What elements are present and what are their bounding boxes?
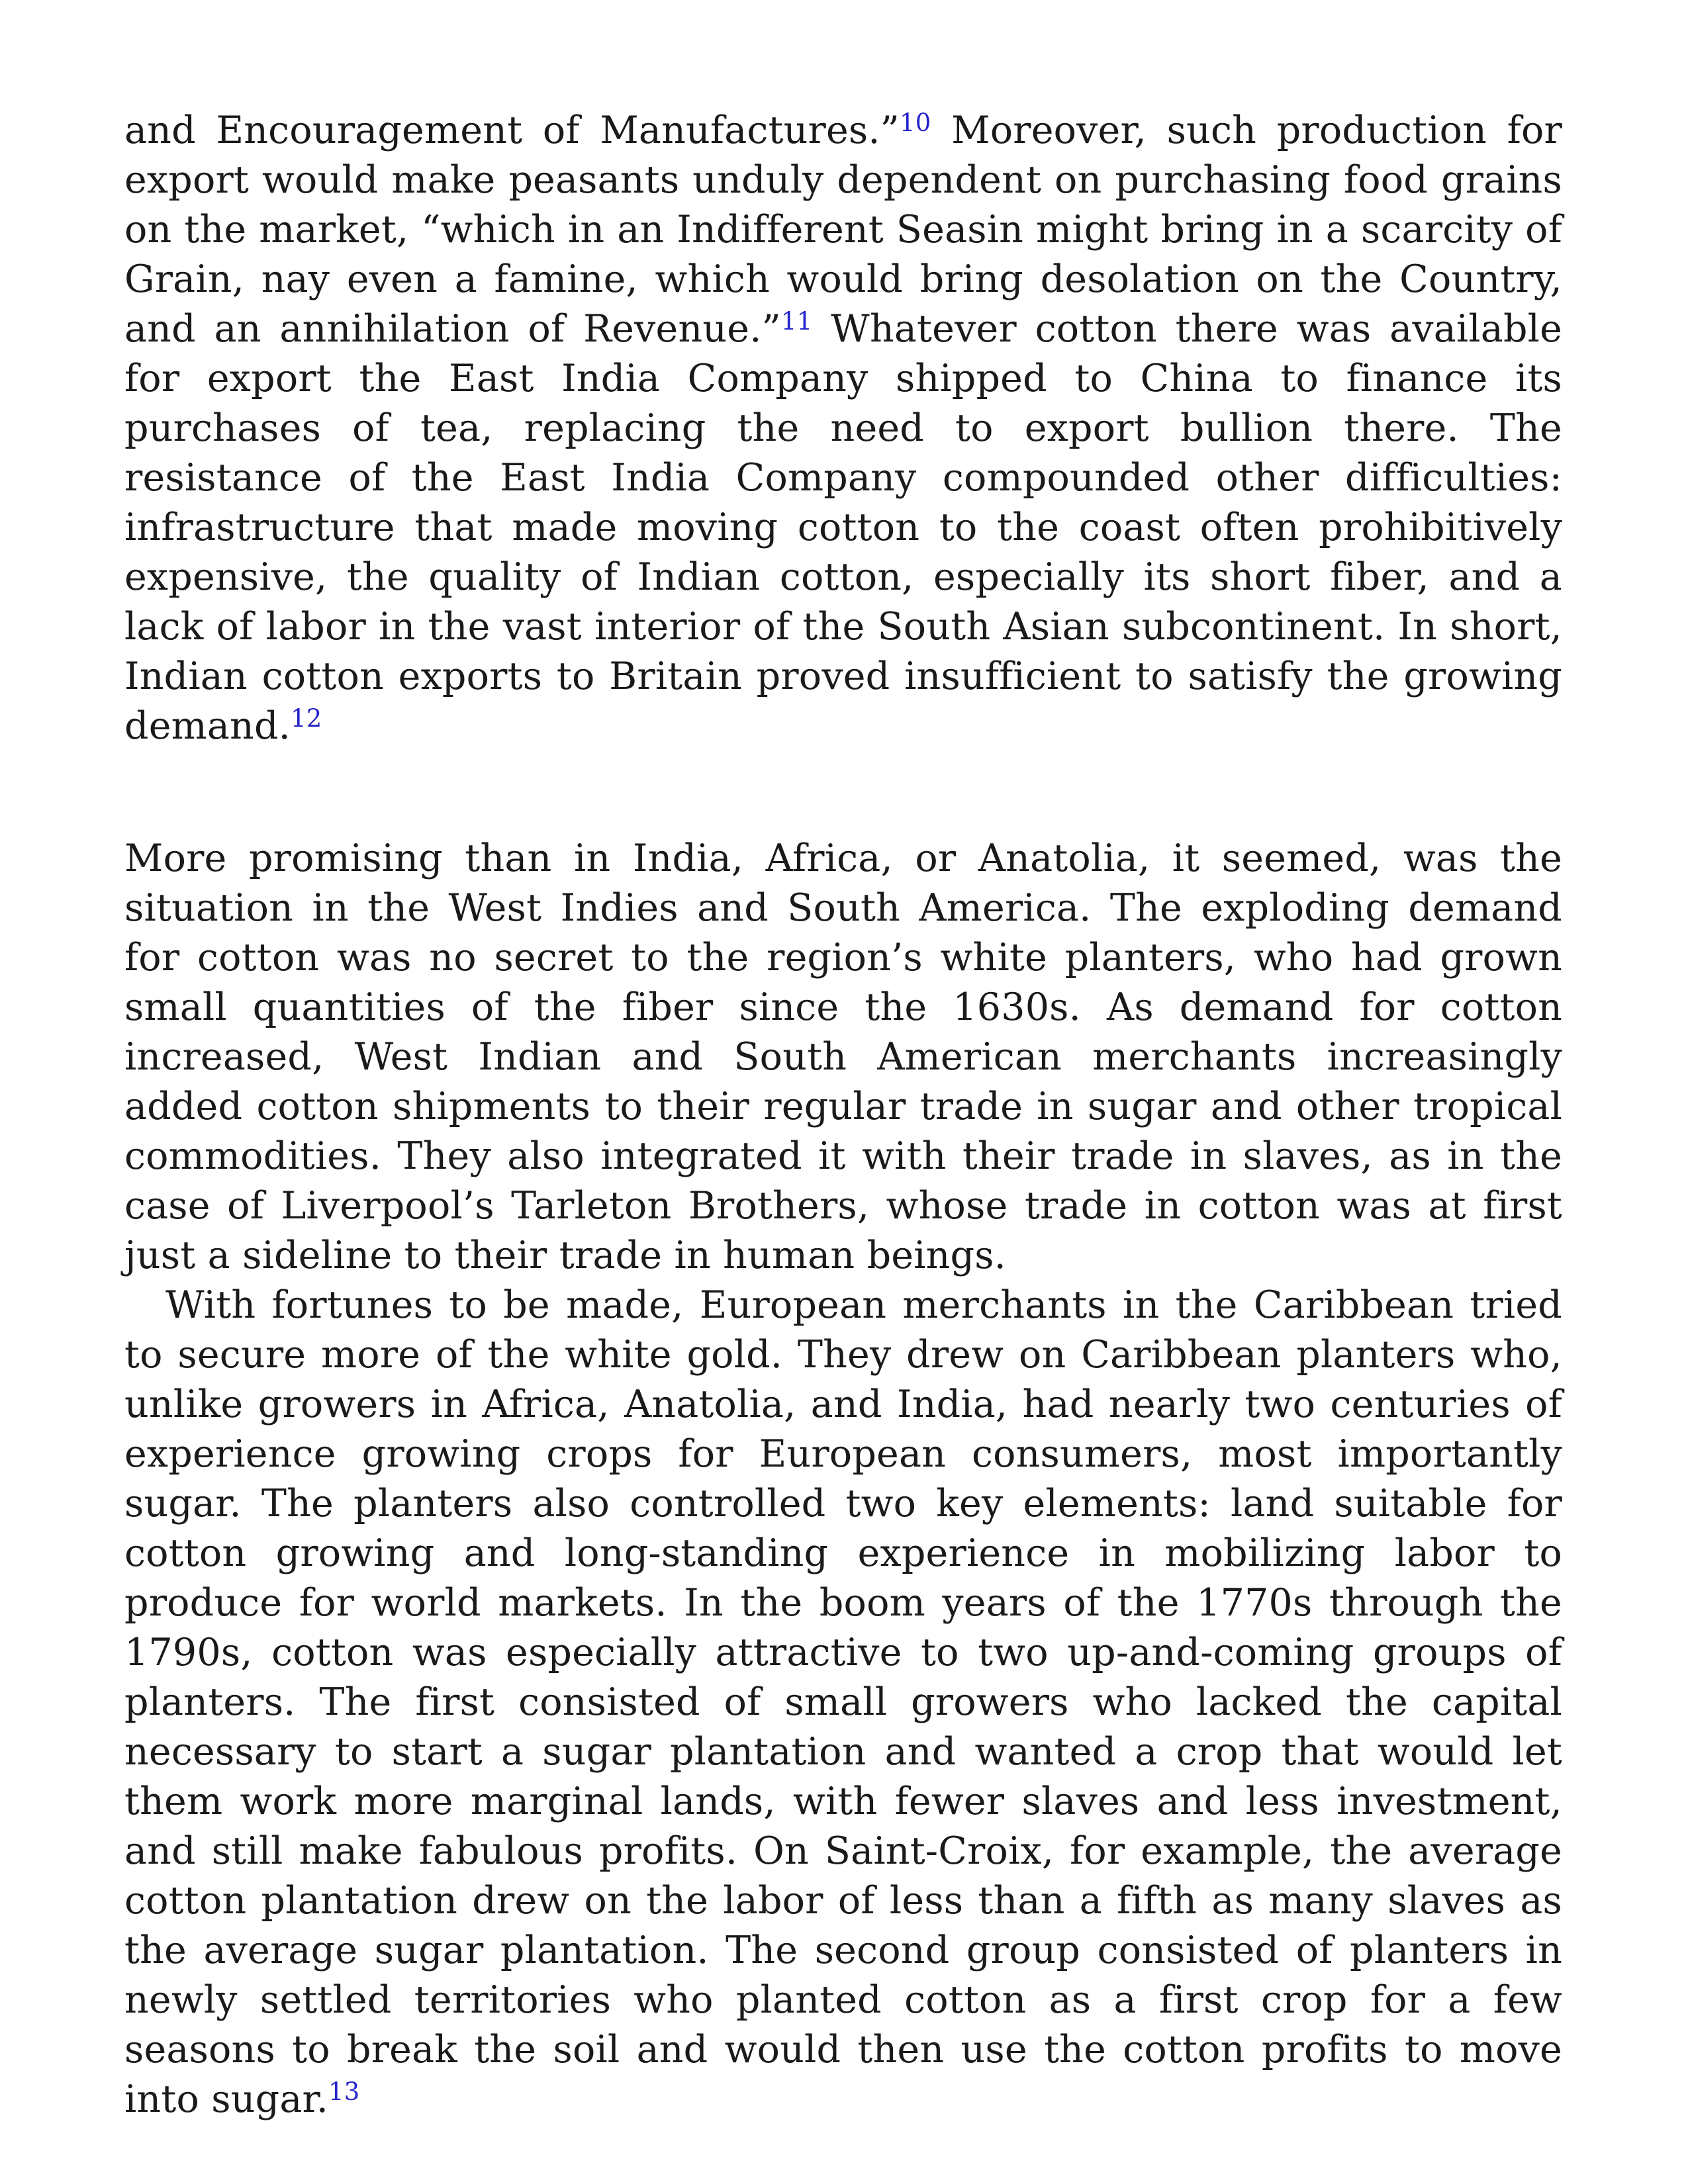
document-page — [124, 106, 1562, 2124]
text-span: More promising than in India, Africa, or Anatolia, it seemed, was the situation in the West Indies and South America. The exploding demand for cotton was no secret to the region’s white planters, who had grown small quantities of the fiber since the 1630s. As demand for cotton increased, West Indian and South American merchants increasingly added cotton shipments to their regular trade in sugar and other tropical commodities. They also integrated it with their trade in slaves, as in the case of Liverpool’s Tarleton Brothers, whose trade in cotton was at first just a sideline to their trade in human beings. — [124, 837, 1562, 1277]
footnote-ref-11[interactable]: 11 — [780, 307, 813, 336]
paragraph-1 — [124, 106, 1562, 751]
text-span: Whatever cotton there was available for export the East India Company shipped to China to finance its purchases of tea, replacing the need to export bullion there. The resistance of the East India Company compounded other difficulties: infrastructure that made moving cotton to the coast often prohibitively expensive, the quality of Indian cotton, especially its short fiber, and a lack of labor in the vast interior of the South Asian subcontinent. In short, Indian cotton exports to Britain proved insufficient to satisfy the growing demand. — [124, 307, 1563, 748]
text-span: Moreover, such production for export would make peasants unduly dependent on purchasing food grains on the market, “which in an Indifferent Seasin might bring in a scarcity of Grain, nay even a famine, which would bring desolation on the Country, and an annihilation of Revenue.” — [124, 109, 1562, 351]
paragraph-3 — [124, 1281, 1562, 2124]
text-span: and Encouragement of Manufactures.” — [124, 109, 900, 152]
footnote-ref-10[interactable]: 10 — [900, 109, 931, 137]
footnote-ref-12[interactable]: 12 — [290, 704, 322, 733]
paragraph-2 — [124, 834, 1562, 1281]
text-span: With fortunes to be made, European merchants in the Caribbean tried to secure more of the white gold. They drew on Caribbean planters who, unlike growers in Africa, Anatolia, and India, had nearly two centuries of experience growing crops for European consumers, most importantly sugar. The planters also controlled two key elements: land suitable for cotton growing and long-standing experience in mobilizing labor to produce for world markets. In the boom years of the 1770s through the 1790s, cotton was especially attractive to two up-and-coming groups of planters. The first consisted of small growers who lacked the capital necessary to start a sugar plantation and wanted a crop that would let them work more marginal lands, with fewer slaves and less investment, and still make fabulous profits. On Saint-Croix, for example, the average cotton plantation drew on the labor of less than a fifth as many slaves as the average sugar plantation. The second group consisted of planters in newly settled territories who planted cotton as a first crop for a few seasons to break the soil and would then use the cotton profits to move into sugar. — [124, 1283, 1562, 2121]
footnote-ref-13[interactable]: 13 — [328, 2077, 360, 2106]
